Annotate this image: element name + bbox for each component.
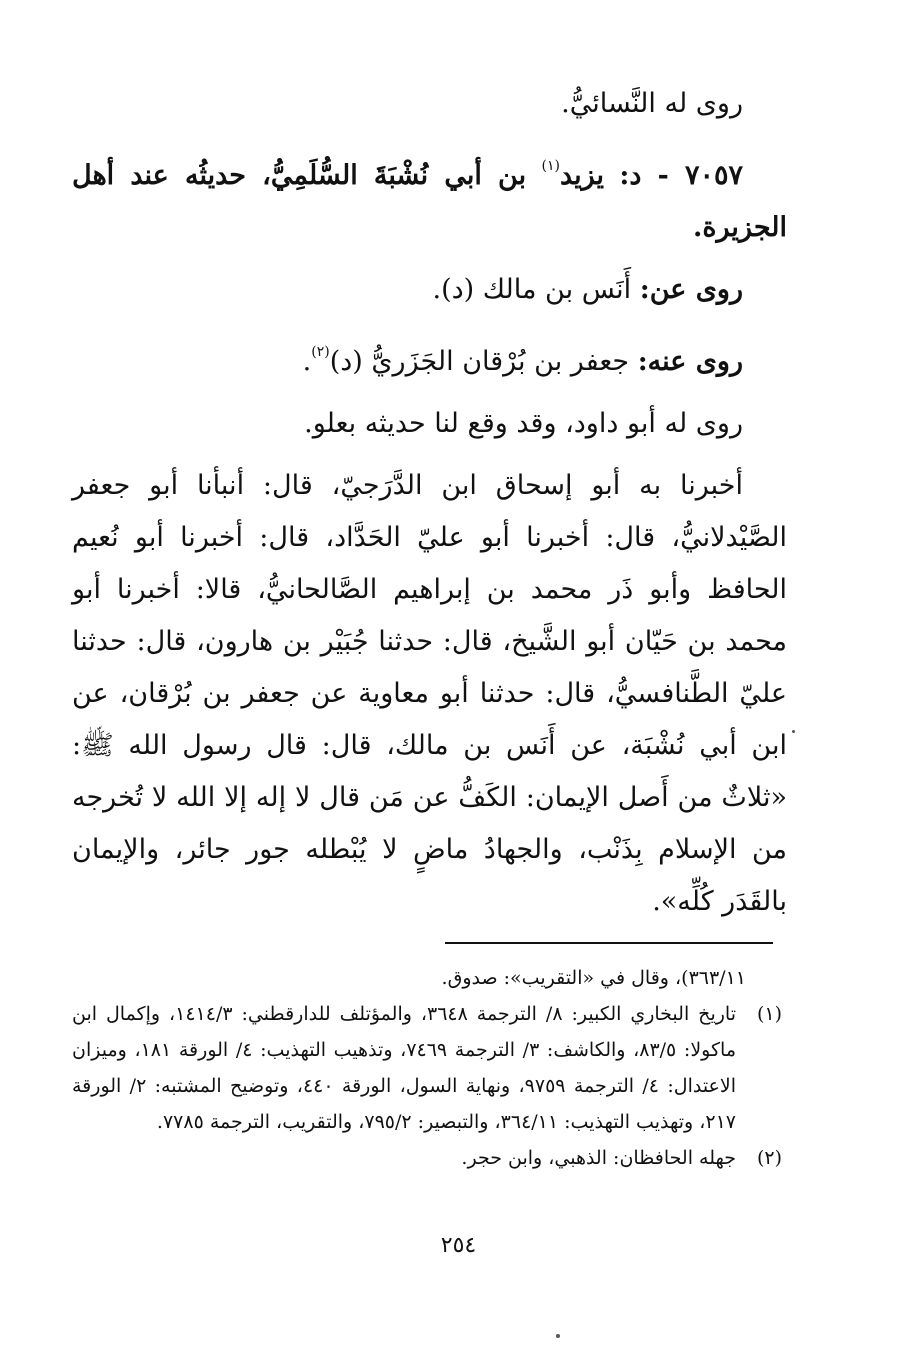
footnote-2-text: جهله الحافظان: الذهبي، وابن حجر. — [461, 1147, 736, 1169]
footnote-2 — [72, 1140, 782, 1176]
footnote-2-number: (٢) — [756, 1147, 782, 1169]
narrator-line-nasai: روى له النَّسائيُّ. — [561, 88, 743, 119]
scan-speck — [556, 1334, 560, 1338]
riwaya-an-line — [72, 264, 787, 316]
entry-name-rest: بن أبي نُشْبَةَ السُّلَمِيُّ، حديثُه عند أهل الجزيرة. — [72, 160, 787, 243]
entry-name: يزيد — [559, 160, 605, 191]
footnote-carryover: ٣٦٣/١١)، وقال في «التقريب»: صدوق. — [441, 967, 746, 989]
page-number: ٢٥٤ — [440, 1233, 477, 1258]
isnad-text: أخبرنا به أبو إسحاق ابن الدَّرَجيّ، قال: أنبأنا أبو جعفر الصَّيْدلانيُّ، قال: أخبرنا أبو عليّ الحَدَّاد، قال: أخبرنا أبو نُعيم الحافظ وأبو ذَر محمد بن إبراهيم الصَّالحانيُّ، قالا: أخبرنا أبو محمد بن حَيّان أبو الشَّيخ، قال: حدثنا جُبَيْر بن هارون، قال: حدثنا عليّ الطَّنافسيُّ، قال: حدثنا أبو معاوية عن جعفر بن بُرْقان، — [72, 470, 787, 709]
main-text — [72, 78, 787, 928]
riwaya-anhu-label: روى عنه: — [637, 346, 743, 377]
footnotes — [72, 960, 782, 1176]
footnote-ref-2: (٢) — [311, 344, 330, 360]
entry-heading — [72, 140, 787, 254]
riwaya-anhu-end: . — [302, 346, 312, 377]
riwaya-an-text: أَنَس بن مالك (د). — [432, 274, 632, 305]
scan-speck — [792, 730, 795, 733]
riwaya-an-label: روى عن: — [639, 274, 743, 305]
footnote-1-number: (١) — [756, 1003, 782, 1025]
isnad-line-2: عن ابن أبي نُشْبَة، عن أَنَس بن مالك، قال: قال رسول الله ﷺ: — [72, 678, 787, 761]
hadith-text: «ثلاثٌ من أَصل الإيمان: الكَفُّ عن مَن قال لا إله إلا الله لا تُخرجه من الإسلام بِذَنْب، والجهادُ ماضٍ لا يُبْطله جور جائر، والإيمان بالقَدَر كُلِّه». — [72, 782, 787, 917]
entry-number: ٧٠٥٧ - د: — [619, 160, 743, 191]
footnote-separator — [445, 942, 773, 944]
footnote-1-text: تاريخ البخاري الكبير: ٨/ الترجمة ٣٦٤٨، والمؤتلف للدارقطني: ١٤١٤/٣، وإكمال ابن ماكولا: ٨٣/٥، والكاشف: ٣/ الترجمة ٧٤٦٩، وتذهيب التهذيب: ٤/ الورقة ١٨١، وميزان الاعتدال: ٤/ الترجمة ٩٧٥٩، ونهاية السول، الورقة ٤٤٠، وتوضيح المشتبه: ٢/ الورقة ٢١٧، وتهذيب التهذيب: ٣٦٤/١١، والتبصير: ٧٩٥/٢، والتقريب، الترجمة ٧٧٨٥. — [72, 1003, 737, 1133]
footnote-ref-1: (١) — [541, 158, 560, 174]
isnad-paragraph — [72, 460, 787, 928]
abu-dawud-line: روى له أبو داود، وقد وقع لنا حديثه بعلو. — [304, 408, 743, 439]
riwaya-anhu-line — [72, 326, 787, 388]
riwaya-anhu-text: جعفر بن بُرْقان الجَزَريُّ (د) — [329, 346, 630, 377]
footnote-1 — [72, 996, 782, 1140]
